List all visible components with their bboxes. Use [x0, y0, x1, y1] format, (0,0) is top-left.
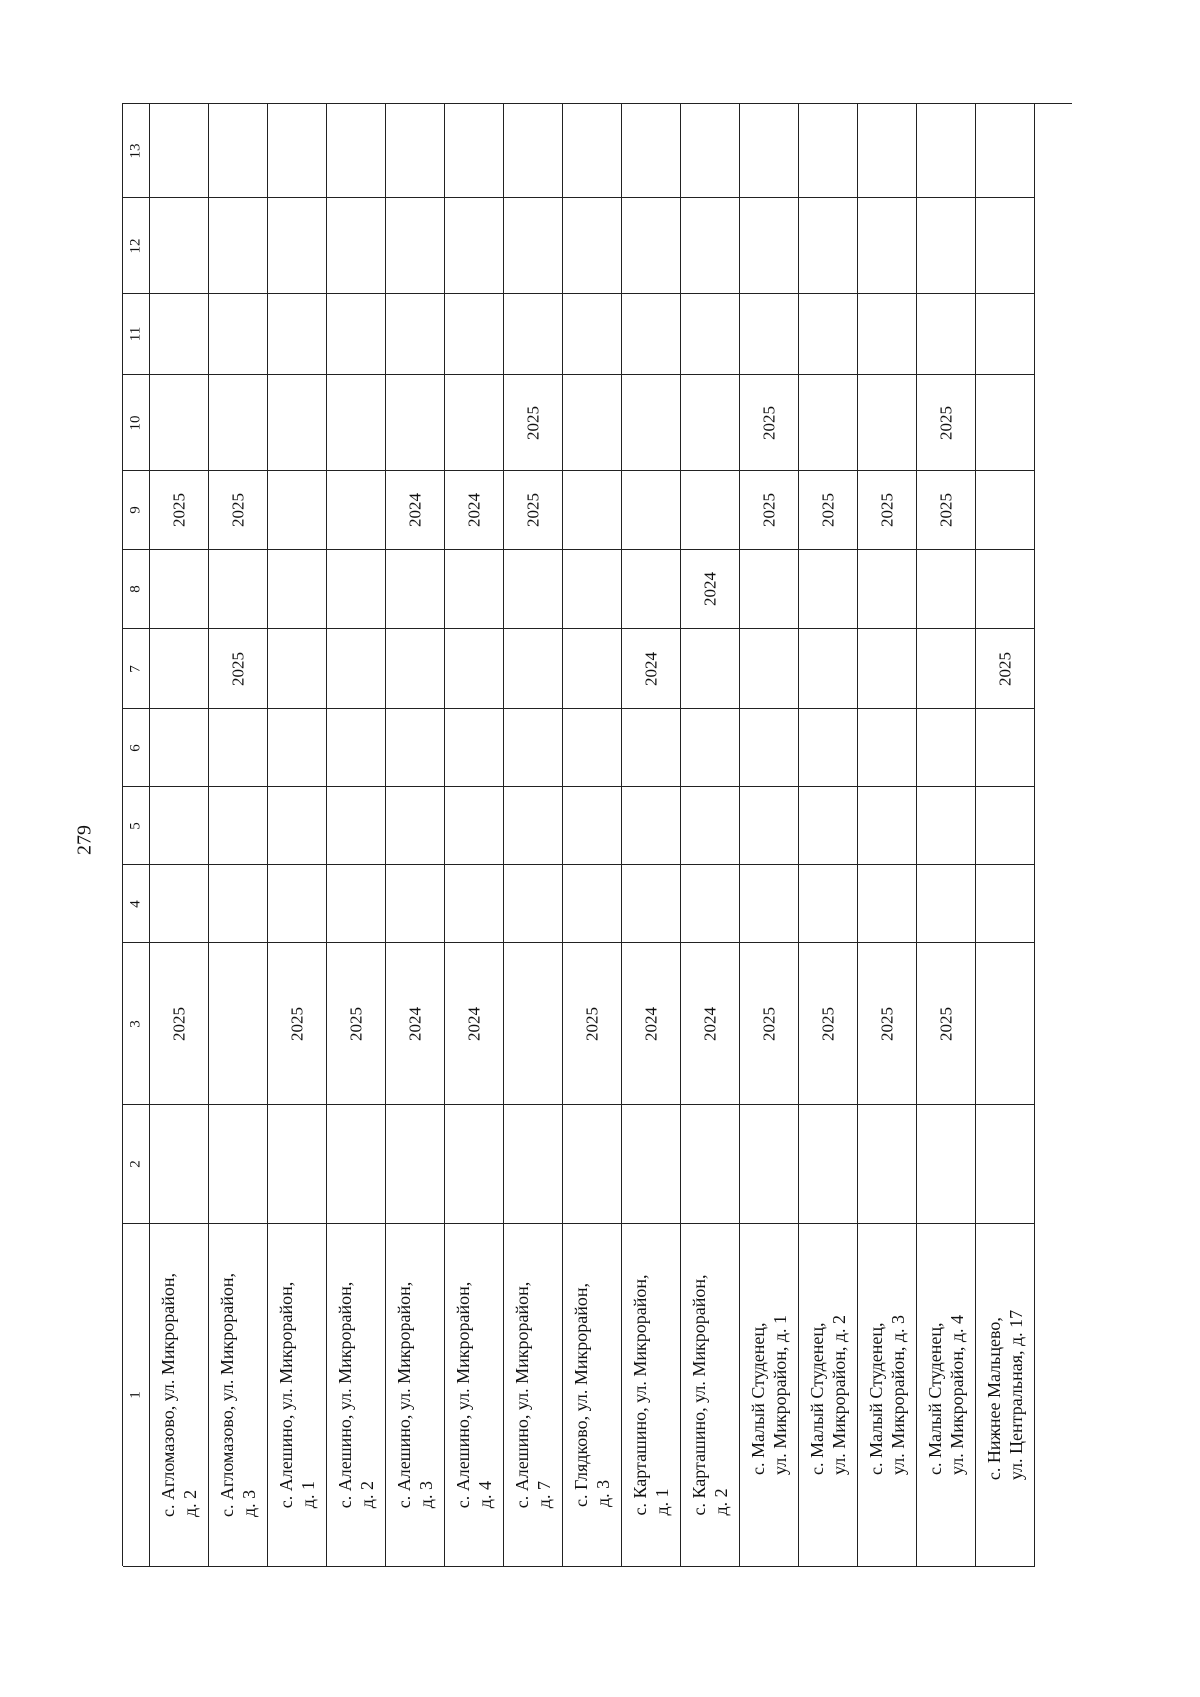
year-value: 2025	[582, 1006, 602, 1041]
address-text: с. Алешино, ул. Микрорайон, д. 4	[453, 1281, 495, 1509]
year-cell	[563, 865, 622, 943]
year-cell	[327, 1105, 386, 1224]
year-cell	[799, 550, 858, 629]
year-cell	[799, 1105, 858, 1224]
year-cell	[681, 375, 740, 471]
address-cell	[504, 1224, 563, 1567]
address-text: с. Нижнее Мальцево, ул. Центральная, д. 17	[984, 1309, 1026, 1481]
year-cell	[740, 1105, 799, 1224]
year-cell	[504, 104, 563, 198]
year-cell	[209, 629, 268, 709]
year-cell	[740, 787, 799, 865]
year-cell	[268, 198, 327, 294]
year-cell	[327, 943, 386, 1105]
year-cell	[622, 294, 681, 375]
address-text: с. Алешино, ул. Микрорайон, д. 2	[335, 1281, 377, 1509]
year-value: 2025	[877, 493, 897, 527]
year-cell	[150, 104, 209, 198]
year-cell	[622, 550, 681, 629]
year-cell	[563, 471, 622, 550]
year-cell	[740, 709, 799, 787]
year-cell	[917, 787, 976, 865]
year-cell	[917, 865, 976, 943]
address-cell	[386, 1224, 445, 1567]
year-cell	[445, 709, 504, 787]
year-cell	[386, 471, 445, 550]
year-cell	[386, 709, 445, 787]
year-cell	[268, 1105, 327, 1224]
table-row	[327, 104, 386, 1566]
header-cell	[123, 198, 150, 294]
year-cell	[563, 550, 622, 629]
year-cell	[327, 787, 386, 865]
table-row	[858, 104, 917, 1566]
year-cell	[563, 787, 622, 865]
address-cell	[209, 1224, 268, 1567]
year-cell	[327, 198, 386, 294]
year-cell	[681, 198, 740, 294]
year-value: 2025	[169, 493, 189, 527]
year-cell	[858, 943, 917, 1105]
year-cell	[858, 550, 917, 629]
year-cell	[504, 709, 563, 787]
year-cell	[563, 198, 622, 294]
year-cell	[150, 294, 209, 375]
header-label: 9	[127, 506, 144, 514]
header-label: 12	[127, 238, 144, 253]
year-cell	[917, 709, 976, 787]
table-row	[386, 104, 445, 1566]
address-text: с. Глядково, ул. Микрорайон, д. 3	[571, 1283, 613, 1507]
year-value: 2025	[228, 493, 248, 527]
year-cell	[504, 787, 563, 865]
header-cell	[123, 787, 150, 865]
year-cell	[327, 629, 386, 709]
year-value: 2025	[523, 493, 543, 527]
year-cell	[209, 709, 268, 787]
header-label: 2	[127, 1160, 144, 1168]
address-cell	[681, 1224, 740, 1567]
year-cell	[504, 294, 563, 375]
year-cell	[268, 943, 327, 1105]
header-cell	[123, 375, 150, 471]
year-cell	[150, 787, 209, 865]
year-cell	[268, 104, 327, 198]
year-cell	[150, 471, 209, 550]
year-cell	[445, 104, 504, 198]
year-cell	[681, 709, 740, 787]
year-cell	[150, 865, 209, 943]
year-cell	[917, 198, 976, 294]
year-cell	[268, 294, 327, 375]
year-cell	[799, 471, 858, 550]
year-cell	[622, 375, 681, 471]
header-cell	[123, 294, 150, 375]
year-value: 2024	[641, 651, 661, 686]
year-value: 2025	[936, 1006, 956, 1041]
year-cell	[386, 865, 445, 943]
year-cell	[327, 294, 386, 375]
year-value: 2024	[464, 493, 484, 527]
year-cell	[976, 198, 1035, 294]
year-cell	[622, 709, 681, 787]
year-cell	[386, 629, 445, 709]
year-cell	[445, 198, 504, 294]
year-cell	[740, 943, 799, 1105]
year-cell	[504, 1105, 563, 1224]
year-value: 2025	[346, 1006, 366, 1041]
header-cell	[123, 550, 150, 629]
year-value: 2025	[818, 1006, 838, 1041]
year-cell	[681, 865, 740, 943]
table-row	[622, 104, 681, 1566]
year-value: 2024	[700, 1006, 720, 1041]
year-cell	[858, 198, 917, 294]
table-row	[976, 104, 1035, 1566]
year-cell	[327, 865, 386, 943]
year-cell	[445, 1105, 504, 1224]
year-cell	[622, 629, 681, 709]
year-cell	[386, 375, 445, 471]
year-cell	[917, 1105, 976, 1224]
year-cell	[681, 550, 740, 629]
year-cell	[681, 943, 740, 1105]
address-cell	[150, 1224, 209, 1567]
year-cell	[445, 787, 504, 865]
year-cell	[209, 294, 268, 375]
year-cell	[976, 471, 1035, 550]
table-row	[445, 104, 504, 1566]
year-value: 2024	[700, 572, 720, 606]
year-cell	[858, 709, 917, 787]
address-text: с. Алешино, ул. Микрорайон, д. 7	[512, 1281, 554, 1509]
address-cell	[445, 1224, 504, 1567]
year-cell	[150, 709, 209, 787]
year-cell	[386, 787, 445, 865]
year-cell	[622, 471, 681, 550]
year-cell	[740, 294, 799, 375]
year-cell	[858, 865, 917, 943]
year-cell	[150, 375, 209, 471]
year-cell	[799, 787, 858, 865]
table-row	[504, 104, 563, 1566]
header-label: 10	[127, 415, 144, 430]
page-number	[70, 810, 100, 870]
year-cell	[327, 375, 386, 471]
table-row	[799, 104, 858, 1566]
header-label: 7	[127, 664, 144, 673]
table-row	[681, 104, 740, 1566]
address-cell	[268, 1224, 327, 1567]
table-row	[268, 104, 327, 1566]
year-value: 2024	[464, 1006, 484, 1041]
year-cell	[563, 375, 622, 471]
address-text: с. Карташино, ул. Микрорайон, д. 2	[689, 1274, 731, 1516]
table-row	[563, 104, 622, 1566]
year-cell	[268, 787, 327, 865]
year-cell	[386, 943, 445, 1105]
address-text: с. Карташино, ул. Микрорайон, д. 1	[630, 1274, 672, 1516]
address-text: с. Малый Студенец, ул. Микрорайон, д. 4	[925, 1315, 967, 1475]
header-cell	[123, 1105, 150, 1224]
year-cell	[740, 104, 799, 198]
year-cell	[209, 550, 268, 629]
year-cell	[740, 865, 799, 943]
year-cell	[681, 294, 740, 375]
year-cell	[799, 629, 858, 709]
header-label: 6	[127, 743, 144, 752]
year-cell	[917, 550, 976, 629]
year-cell	[445, 375, 504, 471]
year-cell	[268, 471, 327, 550]
year-value: 2025	[287, 1006, 307, 1041]
year-cell	[976, 375, 1035, 471]
year-cell	[917, 629, 976, 709]
year-cell	[150, 198, 209, 294]
address-text: с. Агломазово, ул. Микрорайон, д. 2	[158, 1272, 200, 1518]
year-value: 2025	[936, 493, 956, 527]
year-cell	[150, 943, 209, 1105]
year-cell	[917, 943, 976, 1105]
header-cell	[123, 943, 150, 1105]
year-cell	[445, 629, 504, 709]
address-cell	[327, 1224, 386, 1567]
year-cell	[799, 709, 858, 787]
year-value: 2025	[877, 1006, 897, 1041]
year-cell	[622, 1105, 681, 1224]
address-cell	[976, 1224, 1035, 1567]
year-cell	[799, 104, 858, 198]
year-cell	[445, 943, 504, 1105]
year-value: 2025	[169, 1006, 189, 1041]
year-cell	[327, 709, 386, 787]
year-cell	[799, 375, 858, 471]
year-cell	[976, 787, 1035, 865]
year-cell	[740, 550, 799, 629]
year-cell	[799, 943, 858, 1105]
year-cell	[622, 787, 681, 865]
year-cell	[327, 471, 386, 550]
year-cell	[209, 865, 268, 943]
year-cell	[209, 198, 268, 294]
year-cell	[976, 865, 1035, 943]
year-cell	[386, 104, 445, 198]
year-cell	[858, 104, 917, 198]
address-cell	[740, 1224, 799, 1567]
year-cell	[622, 943, 681, 1105]
table-header-row	[123, 104, 150, 1566]
data-table	[122, 103, 1072, 1566]
year-cell	[268, 375, 327, 471]
year-cell	[504, 198, 563, 294]
year-cell	[504, 865, 563, 943]
year-cell	[622, 198, 681, 294]
year-cell	[209, 471, 268, 550]
year-value: 2024	[641, 1006, 661, 1041]
year-cell	[917, 104, 976, 198]
year-cell	[150, 629, 209, 709]
year-cell	[740, 375, 799, 471]
year-cell	[740, 471, 799, 550]
year-value: 2025	[759, 1006, 779, 1041]
year-cell	[976, 550, 1035, 629]
header-label: 13	[127, 143, 144, 158]
year-cell	[445, 471, 504, 550]
year-cell	[445, 294, 504, 375]
year-cell	[681, 471, 740, 550]
table-row	[209, 104, 268, 1566]
year-cell	[445, 550, 504, 629]
address-cell	[563, 1224, 622, 1567]
year-cell	[976, 943, 1035, 1105]
address-cell	[917, 1224, 976, 1567]
year-cell	[150, 1105, 209, 1224]
header-cell	[123, 865, 150, 943]
year-cell	[858, 787, 917, 865]
year-cell	[445, 865, 504, 943]
year-cell	[858, 471, 917, 550]
year-cell	[622, 104, 681, 198]
header-cell	[123, 471, 150, 550]
year-cell	[622, 865, 681, 943]
address-text: с. Малый Студенец, ул. Микрорайон, д. 1	[748, 1315, 790, 1475]
year-cell	[740, 198, 799, 294]
year-cell	[858, 629, 917, 709]
year-cell	[799, 198, 858, 294]
year-cell	[976, 629, 1035, 709]
address-text: с. Малый Студенец, ул. Микрорайон, д. 2	[807, 1315, 849, 1475]
year-cell	[504, 375, 563, 471]
year-cell	[504, 629, 563, 709]
year-cell	[209, 943, 268, 1105]
header-label: 3	[127, 1019, 144, 1028]
year-cell	[386, 198, 445, 294]
header-label: 5	[127, 821, 144, 830]
year-cell	[209, 787, 268, 865]
year-value: 2025	[995, 651, 1015, 686]
year-cell	[268, 550, 327, 629]
year-cell	[681, 104, 740, 198]
year-cell	[563, 629, 622, 709]
year-cell	[976, 1105, 1035, 1224]
header-cell	[123, 629, 150, 709]
header-cell	[123, 1224, 150, 1567]
year-cell	[386, 550, 445, 629]
year-cell	[917, 471, 976, 550]
year-value: 2025	[759, 405, 779, 440]
address-text: с. Алешино, ул. Микрорайон, д. 1	[276, 1281, 318, 1509]
year-cell	[209, 375, 268, 471]
year-cell	[209, 104, 268, 198]
year-value: 2025	[523, 405, 543, 440]
year-cell	[327, 104, 386, 198]
year-cell	[917, 375, 976, 471]
address-text: с. Малый Студенец, ул. Микрорайон, д. 3	[866, 1315, 908, 1475]
year-value: 2025	[759, 493, 779, 527]
year-cell	[504, 550, 563, 629]
year-value: 2025	[228, 651, 248, 686]
address-cell	[799, 1224, 858, 1567]
year-cell	[563, 104, 622, 198]
address-cell	[858, 1224, 917, 1567]
header-label: 8	[127, 585, 144, 593]
year-cell	[268, 629, 327, 709]
year-value: 2024	[405, 493, 425, 527]
year-cell	[327, 550, 386, 629]
table-row	[917, 104, 976, 1566]
header-label: 11	[127, 326, 144, 342]
year-cell	[681, 1105, 740, 1224]
address-text: с. Алешино, ул. Микрорайон, д. 3	[394, 1281, 436, 1509]
year-cell	[386, 1105, 445, 1224]
year-cell	[917, 294, 976, 375]
year-cell	[858, 1105, 917, 1224]
year-cell	[386, 294, 445, 375]
year-cell	[681, 787, 740, 865]
year-cell	[563, 294, 622, 375]
year-cell	[799, 294, 858, 375]
year-cell	[209, 1105, 268, 1224]
table-row	[740, 104, 799, 1566]
year-cell	[740, 629, 799, 709]
year-cell	[563, 709, 622, 787]
year-cell	[563, 1105, 622, 1224]
address-text: с. Агломазово, ул. Микрорайон, д. 3	[217, 1272, 259, 1518]
year-value: 2025	[818, 493, 838, 527]
year-cell	[799, 865, 858, 943]
year-value: 2024	[405, 1006, 425, 1041]
address-cell	[622, 1224, 681, 1567]
year-cell	[150, 550, 209, 629]
year-cell	[268, 865, 327, 943]
header-label: 4	[127, 899, 144, 908]
year-cell	[563, 943, 622, 1105]
year-cell	[976, 709, 1035, 787]
year-cell	[681, 629, 740, 709]
year-value: 2025	[936, 405, 956, 440]
year-cell	[858, 375, 917, 471]
table-row	[150, 104, 209, 1566]
page-number-text: 279	[73, 825, 96, 855]
header-cell	[123, 709, 150, 787]
year-cell	[504, 471, 563, 550]
year-cell	[976, 294, 1035, 375]
year-cell	[858, 294, 917, 375]
year-cell	[976, 104, 1035, 198]
header-label: 1	[127, 1391, 144, 1399]
year-cell	[504, 943, 563, 1105]
header-cell	[123, 104, 150, 198]
year-cell	[268, 709, 327, 787]
